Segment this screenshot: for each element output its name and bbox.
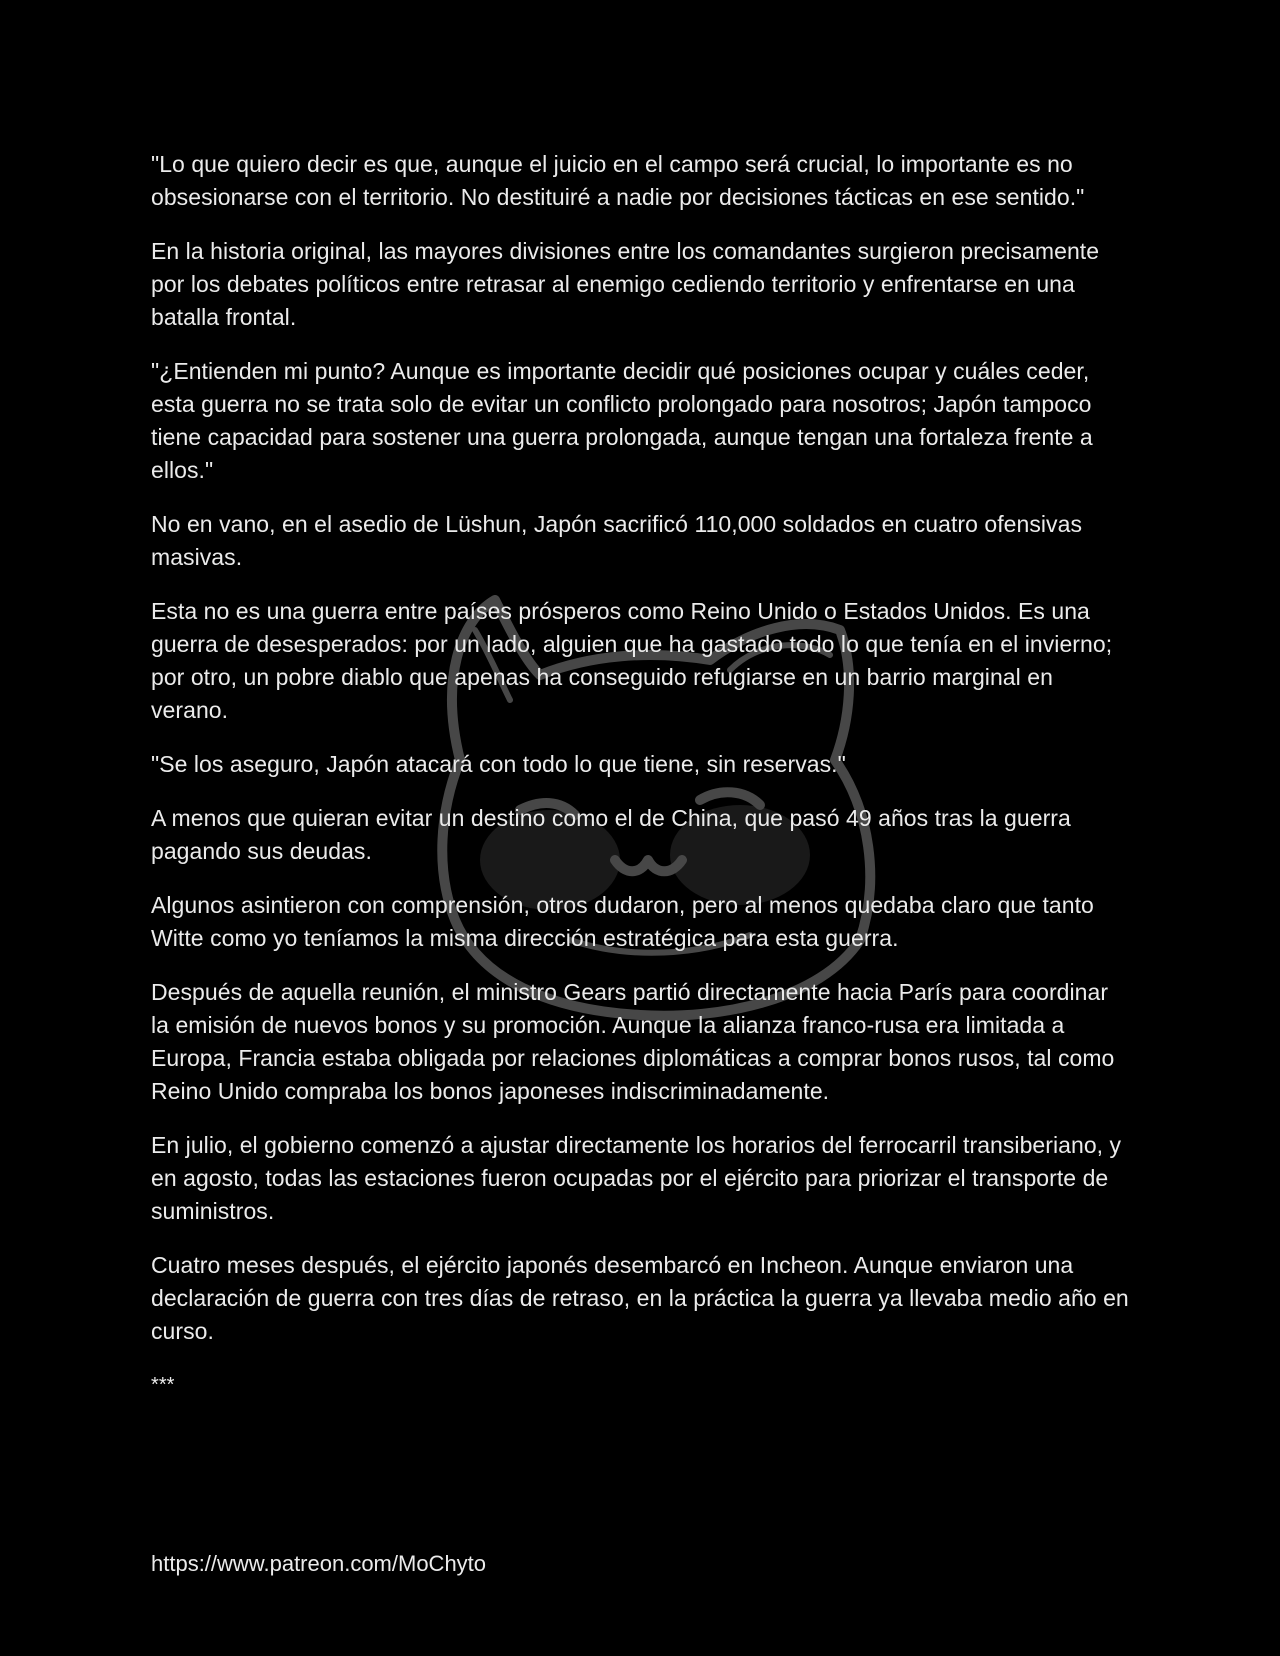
paragraph: "Se los aseguro, Japón atacará con todo lo que tiene, sin reservas." (151, 751, 846, 777)
paragraph: En la historia original, las mayores divisiones entre los comandantes surgieron precisamente por los debates políticos entre retrasar al enemigo cediendo territorio y enfrentarse en una batalla frontal. (151, 238, 1100, 330)
paragraph: "Lo que quiero decir es que, aunque el juicio en el campo será crucial, lo importante es no obsesionarse con el territorio. No destituiré a nadie por decisiones tácticas en ese sentido." (151, 151, 1085, 210)
section-separator: *** (151, 1374, 175, 1396)
paragraph: A menos que quieran evitar un destino como el de China, que pasó 49 años tras la guerra pagando sus deudas. (151, 805, 1071, 864)
chapter-text (151, 148, 1131, 1423)
paragraph: Esta no es una guerra entre países prósperos como Reino Unido o Estados Unidos. Es una guerra de desesperados: por un lado, alguien que ha gastado todo lo que tenía en el invierno; por otro, un pobre diablo que apenas ha conseguido refugiarse en un barrio marginal en verano. (151, 598, 1113, 723)
patreon-link[interactable]: https://www.patreon.com/MoChyto (151, 1551, 487, 1576)
paragraph: Cuatro meses después, el ejército japonés desembarcó en Incheon. Aunque enviaron una declaración de guerra con tres días de retraso, en la práctica la guerra ya llevaba medio año en curso. (151, 1252, 1129, 1344)
paragraph: No en vano, en el asedio de Lüshun, Japón sacrificó 110,000 soldados en cuatro ofensivas masivas. (151, 511, 1082, 570)
paragraph: En julio, el gobierno comenzó a ajustar directamente los horarios del ferrocarril transiberiano, y en agosto, todas las estaciones fueron ocupadas por el ejército para priorizar el transporte de suministros. (151, 1132, 1122, 1224)
paragraph: Después de aquella reunión, el ministro Gears partió directamente hacia París para coordinar la emisión de nuevos bonos y su promoción. Aunque la alianza franco-rusa era limitada a Europa, Francia estaba obligada por relaciones diplomáticas a comprar bonos rusos, tal como Reino Unido compraba los bonos japoneses indiscriminadamente. (151, 979, 1115, 1104)
paragraph: Algunos asintieron con comprensión, otros dudaron, pero al menos quedaba claro que tanto Witte como yo teníamos la misma dirección estratégica para esta guerra. (151, 892, 1094, 951)
paragraph: "¿Entienden mi punto? Aunque es importante decidir qué posiciones ocupar y cuáles ceder, esta guerra no se trata solo de evitar un conflicto prolongado para nosotros; Japón tampoco tiene capacidad para sostener una guerra prolongada, aunque tengan una fortaleza frente a ellos." (151, 358, 1093, 483)
